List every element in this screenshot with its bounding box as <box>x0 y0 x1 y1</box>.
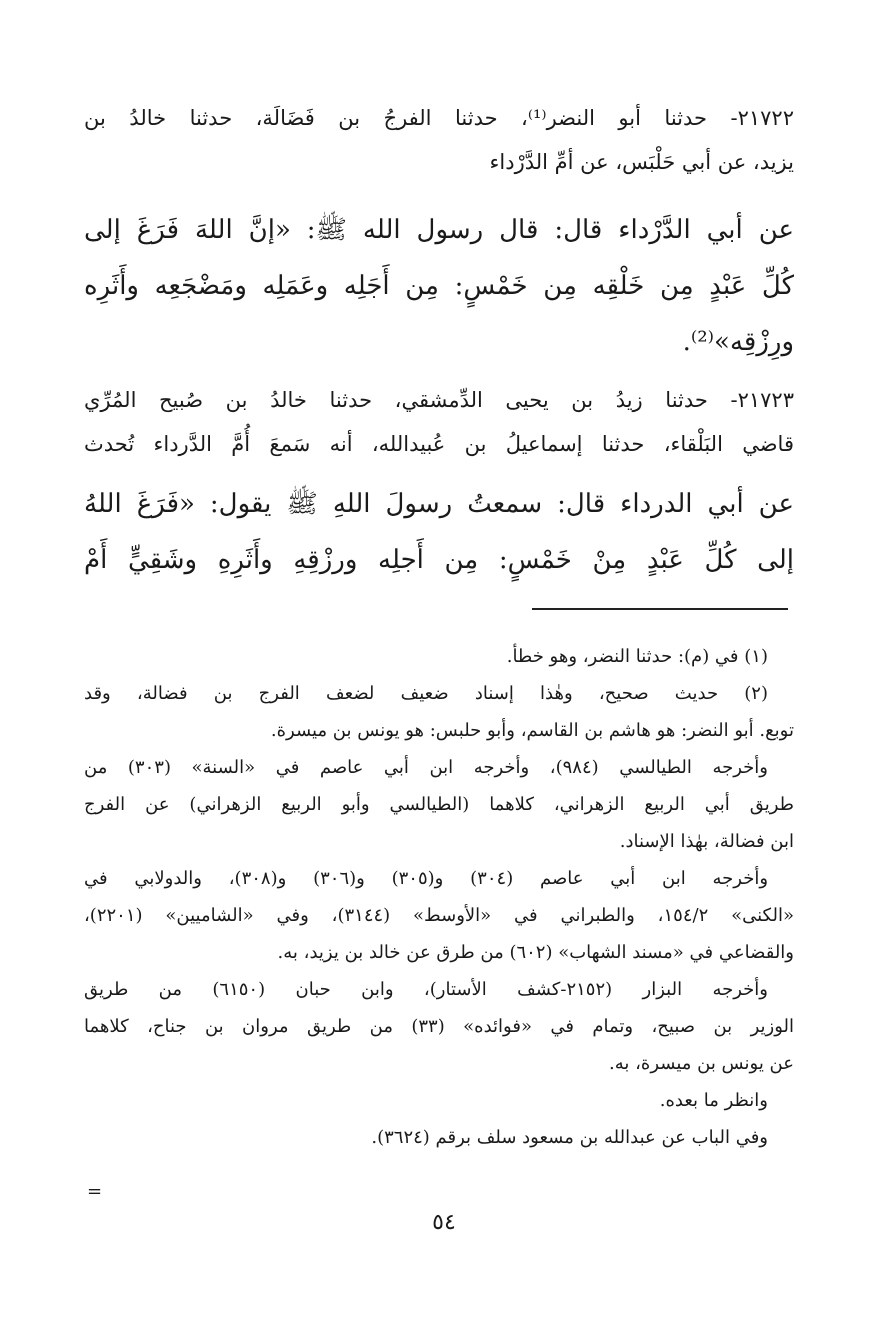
continuation-mark: = <box>87 1181 103 1202</box>
matn-line: إلى كُلِّ عَبْدٍ مِنْ خَمْسٍ: مِن أَجلِه ورزْقِهِ وأَثَرِهِ وشَقِيٍّ أَمْ <box>84 545 794 575</box>
isnad-line: ٢١٧٢٢- حدثنا أبو النضر⁽¹⁾، حدثنا الفرجُ بن فَضَالَة، حدثنا خالدُ بن <box>84 106 794 130</box>
hadith-21723-matn <box>84 476 794 588</box>
footnote-line: وأخرجه الطيالسي (٩٨٤)، وأخرجه ابن أبي عاصم في «السنة» (٣٠٣) من <box>84 757 768 778</box>
hadith-21723-isnad <box>84 378 794 466</box>
footnote-separator <box>532 608 788 610</box>
footnotes <box>84 638 794 1156</box>
footnote-line: والقضاعي في «مسند الشهاب» (٦٠٢) من طرق عن خالد بن يزيد، به. <box>277 942 794 963</box>
footnote-paragraph <box>84 1119 794 1156</box>
footnote-line: عن يونس بن ميسرة، به. <box>609 1053 794 1074</box>
footnote-line: طريق أبي الربيع الزهراني، كلاهما (الطيالسي وأبو الربيع الزهراني) عن الفرج <box>84 794 794 815</box>
matn-line: عن أبي الدَّرْداء قال: قال رسول الله ﷺ: «إنَّ اللهَ فَرَغَ إلى <box>84 215 794 245</box>
footnote-line: وانظر ما بعده. <box>659 1090 768 1111</box>
footnote-line: (١) في (م): حدثنا النضر، وهو خطأ. <box>506 646 768 667</box>
footnote-paragraph <box>84 749 794 860</box>
footnote-line: وأخرجه ابن أبي عاصم (٣٠٤) و(٣٠٥) و(٣٠٦) و(٣٠٨)، والدولابي في <box>84 868 769 889</box>
footnote-line: (٢) حديث صحيح، وهٰذا إسناد ضعيف لضعف الفرج بن فضالة، وقد <box>84 683 768 704</box>
footnote-paragraph <box>84 1082 794 1119</box>
footnote-line: ابن فضالة، بهٰذا الإسناد. <box>619 831 794 852</box>
isnad-line: يزيد، عن أبي حَلْبَس، عن أمِّ الدَّرْداء <box>489 150 794 174</box>
footnote-line: الوزير بن صبيح، وتمام في «فوائده» (٣٣) من طريق مروان بن جناح، كلاهما <box>84 1016 794 1037</box>
footnote-line: توبع. أبو النضر: هو هاشم بن القاسم، وأبو حلبس: هو يونس بن ميسرة. <box>270 720 794 741</box>
isnad-line: ٢١٧٢٣- حدثنا زيدُ بن يحيى الدِّمشقي، حدثنا خالدُ بن صُبيح المُرِّي <box>84 388 794 412</box>
matn-line: ورِزْقِه»⁽²⁾. <box>682 327 794 357</box>
matn-line: كُلِّ عَبْدٍ مِن خَلْقِه مِن خَمْسٍ: مِن أَجَلِه وعَمَلِه ومَضْجَعِه وأَثَرِه <box>84 271 794 301</box>
matn-line: عن أبي الدرداء قال: سمعتُ رسولَ اللهِ ﷺ يقول: «فَرَغَ اللهُ <box>84 489 794 519</box>
page-number: ٥٤ <box>432 1210 456 1235</box>
footnote-line: وأخرجه البزار (٢١٥٢-كشف الأستار)، وابن حبان (٦١٥٠) من طريق <box>84 979 768 1000</box>
footnote-paragraph <box>84 860 794 971</box>
footnote-paragraph <box>84 971 794 1082</box>
footnote-2 <box>84 675 794 749</box>
footnote-line: «الكنى» ١٥٤/٢، والطبراني في «الأوسط» (٣١٤٤)، وفي «الشاميين» (٢٢٠١)، <box>84 905 794 926</box>
isnad-line: قاضي البَلْقاء، حدثنا إسماعيلُ بن عُبيدالله، أنه سَمعَ أُمَّ الدَّرداء تُحدث <box>84 432 794 456</box>
hadith-21722-matn <box>84 202 794 370</box>
footnote-line: وفي الباب عن عبدالله بن مسعود سلف برقم (٣٦٢٤). <box>371 1127 768 1148</box>
footnote-1 <box>84 638 794 675</box>
hadith-21722-isnad <box>84 96 794 184</box>
